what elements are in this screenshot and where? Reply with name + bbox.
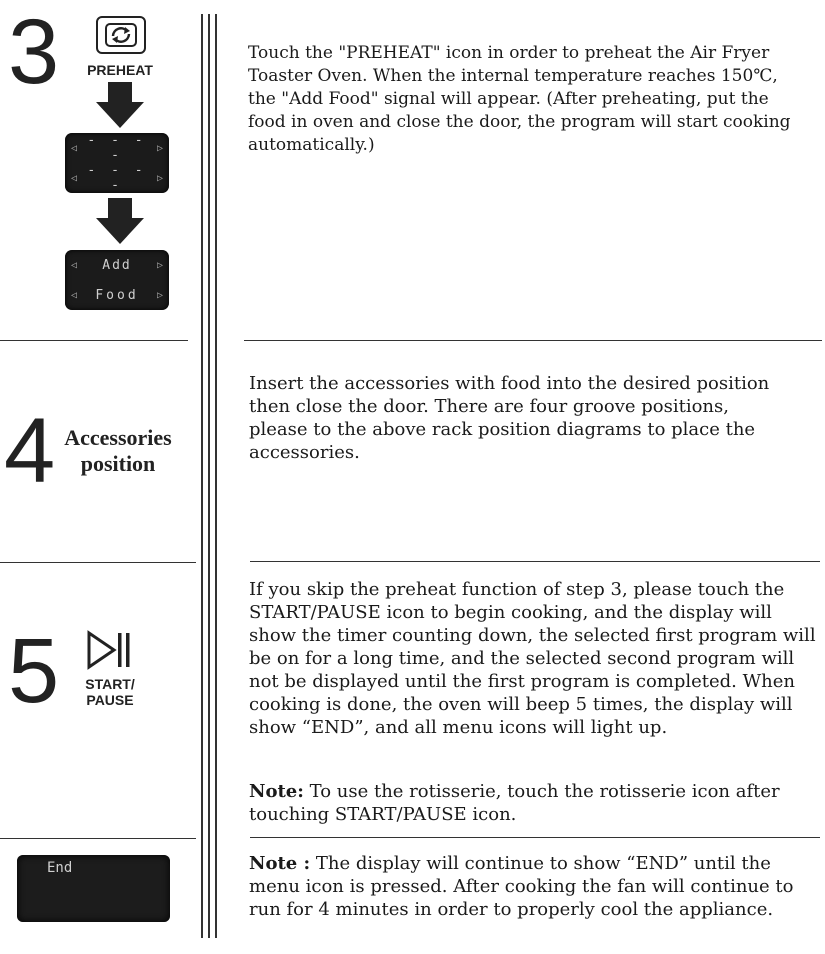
left-triangle-icon: ◁: [71, 172, 78, 184]
step-number-5: 5: [8, 620, 60, 722]
column-divider-line: [201, 14, 203, 938]
step5-note: [249, 780, 789, 826]
column-divider-line: [208, 14, 210, 938]
label-line-1: Accessories: [64, 425, 172, 450]
preheat-label: PREHEAT: [87, 62, 153, 78]
step-number-4: 4: [4, 400, 56, 502]
step3-description: Touch the "PREHEAT" icon in order to preheat the Air Fryer Toaster Oven. When the internal temperature reaches 150℃, the "Add Food" signal will appear. (After preheating, put the food in oven and close the door, the program will start cooking automatically.): [248, 43, 791, 155]
lcd-display-end: [17, 855, 170, 922]
section-separator: [0, 340, 188, 341]
section-separator: [250, 837, 820, 838]
right-triangle-icon: ▷: [156, 289, 163, 301]
lcd-row-1: - - - -: [87, 133, 147, 163]
label-line-2: PAUSE: [86, 692, 134, 708]
end-note: [249, 852, 799, 921]
left-triangle-icon: ◁: [71, 289, 78, 301]
accessories-position-label: [60, 425, 176, 477]
step4-description: Insert the accessories with food into the desired position then close the door. There are four groove positions, please to the above rack position diagrams to place the accessories.: [249, 373, 770, 463]
step5-description: If you skip the preheat function of step 3, please touch the START/PAUSE icon to begin cooking, and the display will show the timer counting down, the selected first program will be on for a long time, and the selected second program will not be displayed until the first program is completed. When cooking is done, the oven will beep 5 times, the display will show “END”, and all menu icons will light up.: [249, 579, 816, 738]
label-line-1: START/: [85, 676, 135, 692]
lcd-row-1: Add: [102, 257, 132, 273]
note-label: Note:: [249, 781, 304, 802]
arrow-down-icon: [92, 82, 148, 132]
column-divider-line: [215, 14, 217, 938]
arrow-down-icon: [92, 198, 148, 248]
section-separator: [0, 838, 196, 839]
lcd-row-2: Food: [95, 287, 139, 303]
lcd-display-add-food: [65, 250, 169, 310]
start-pause-label: [70, 676, 150, 708]
left-triangle-icon: ◁: [71, 259, 78, 271]
lcd-end-text: End: [47, 860, 73, 876]
label-line-2: position: [80, 451, 156, 476]
section-separator: [0, 562, 196, 563]
lcd-row-2: - - - -: [87, 163, 147, 193]
left-triangle-icon: ◁: [71, 142, 78, 154]
note-text: To use the rotisserie, touch the rotisserie icon after touching START/PAUSE icon.: [249, 781, 780, 825]
play-pause-icon: [86, 630, 134, 670]
section-separator: [250, 561, 820, 562]
note-text: The display will continue to show “END” until the menu icon is pressed. After cooking the fan will continue to run for 4 minutes in order to properly cool the appliance.: [249, 853, 794, 920]
right-triangle-icon: ▷: [156, 259, 163, 271]
preheat-icon: [96, 16, 146, 54]
section-separator: [244, 340, 822, 341]
step-number-3: 3: [8, 1, 60, 103]
note-label: Note :: [249, 853, 311, 874]
right-triangle-icon: ▷: [156, 172, 163, 184]
right-triangle-icon: ▷: [156, 142, 163, 154]
lcd-display-preheat: [65, 133, 169, 193]
